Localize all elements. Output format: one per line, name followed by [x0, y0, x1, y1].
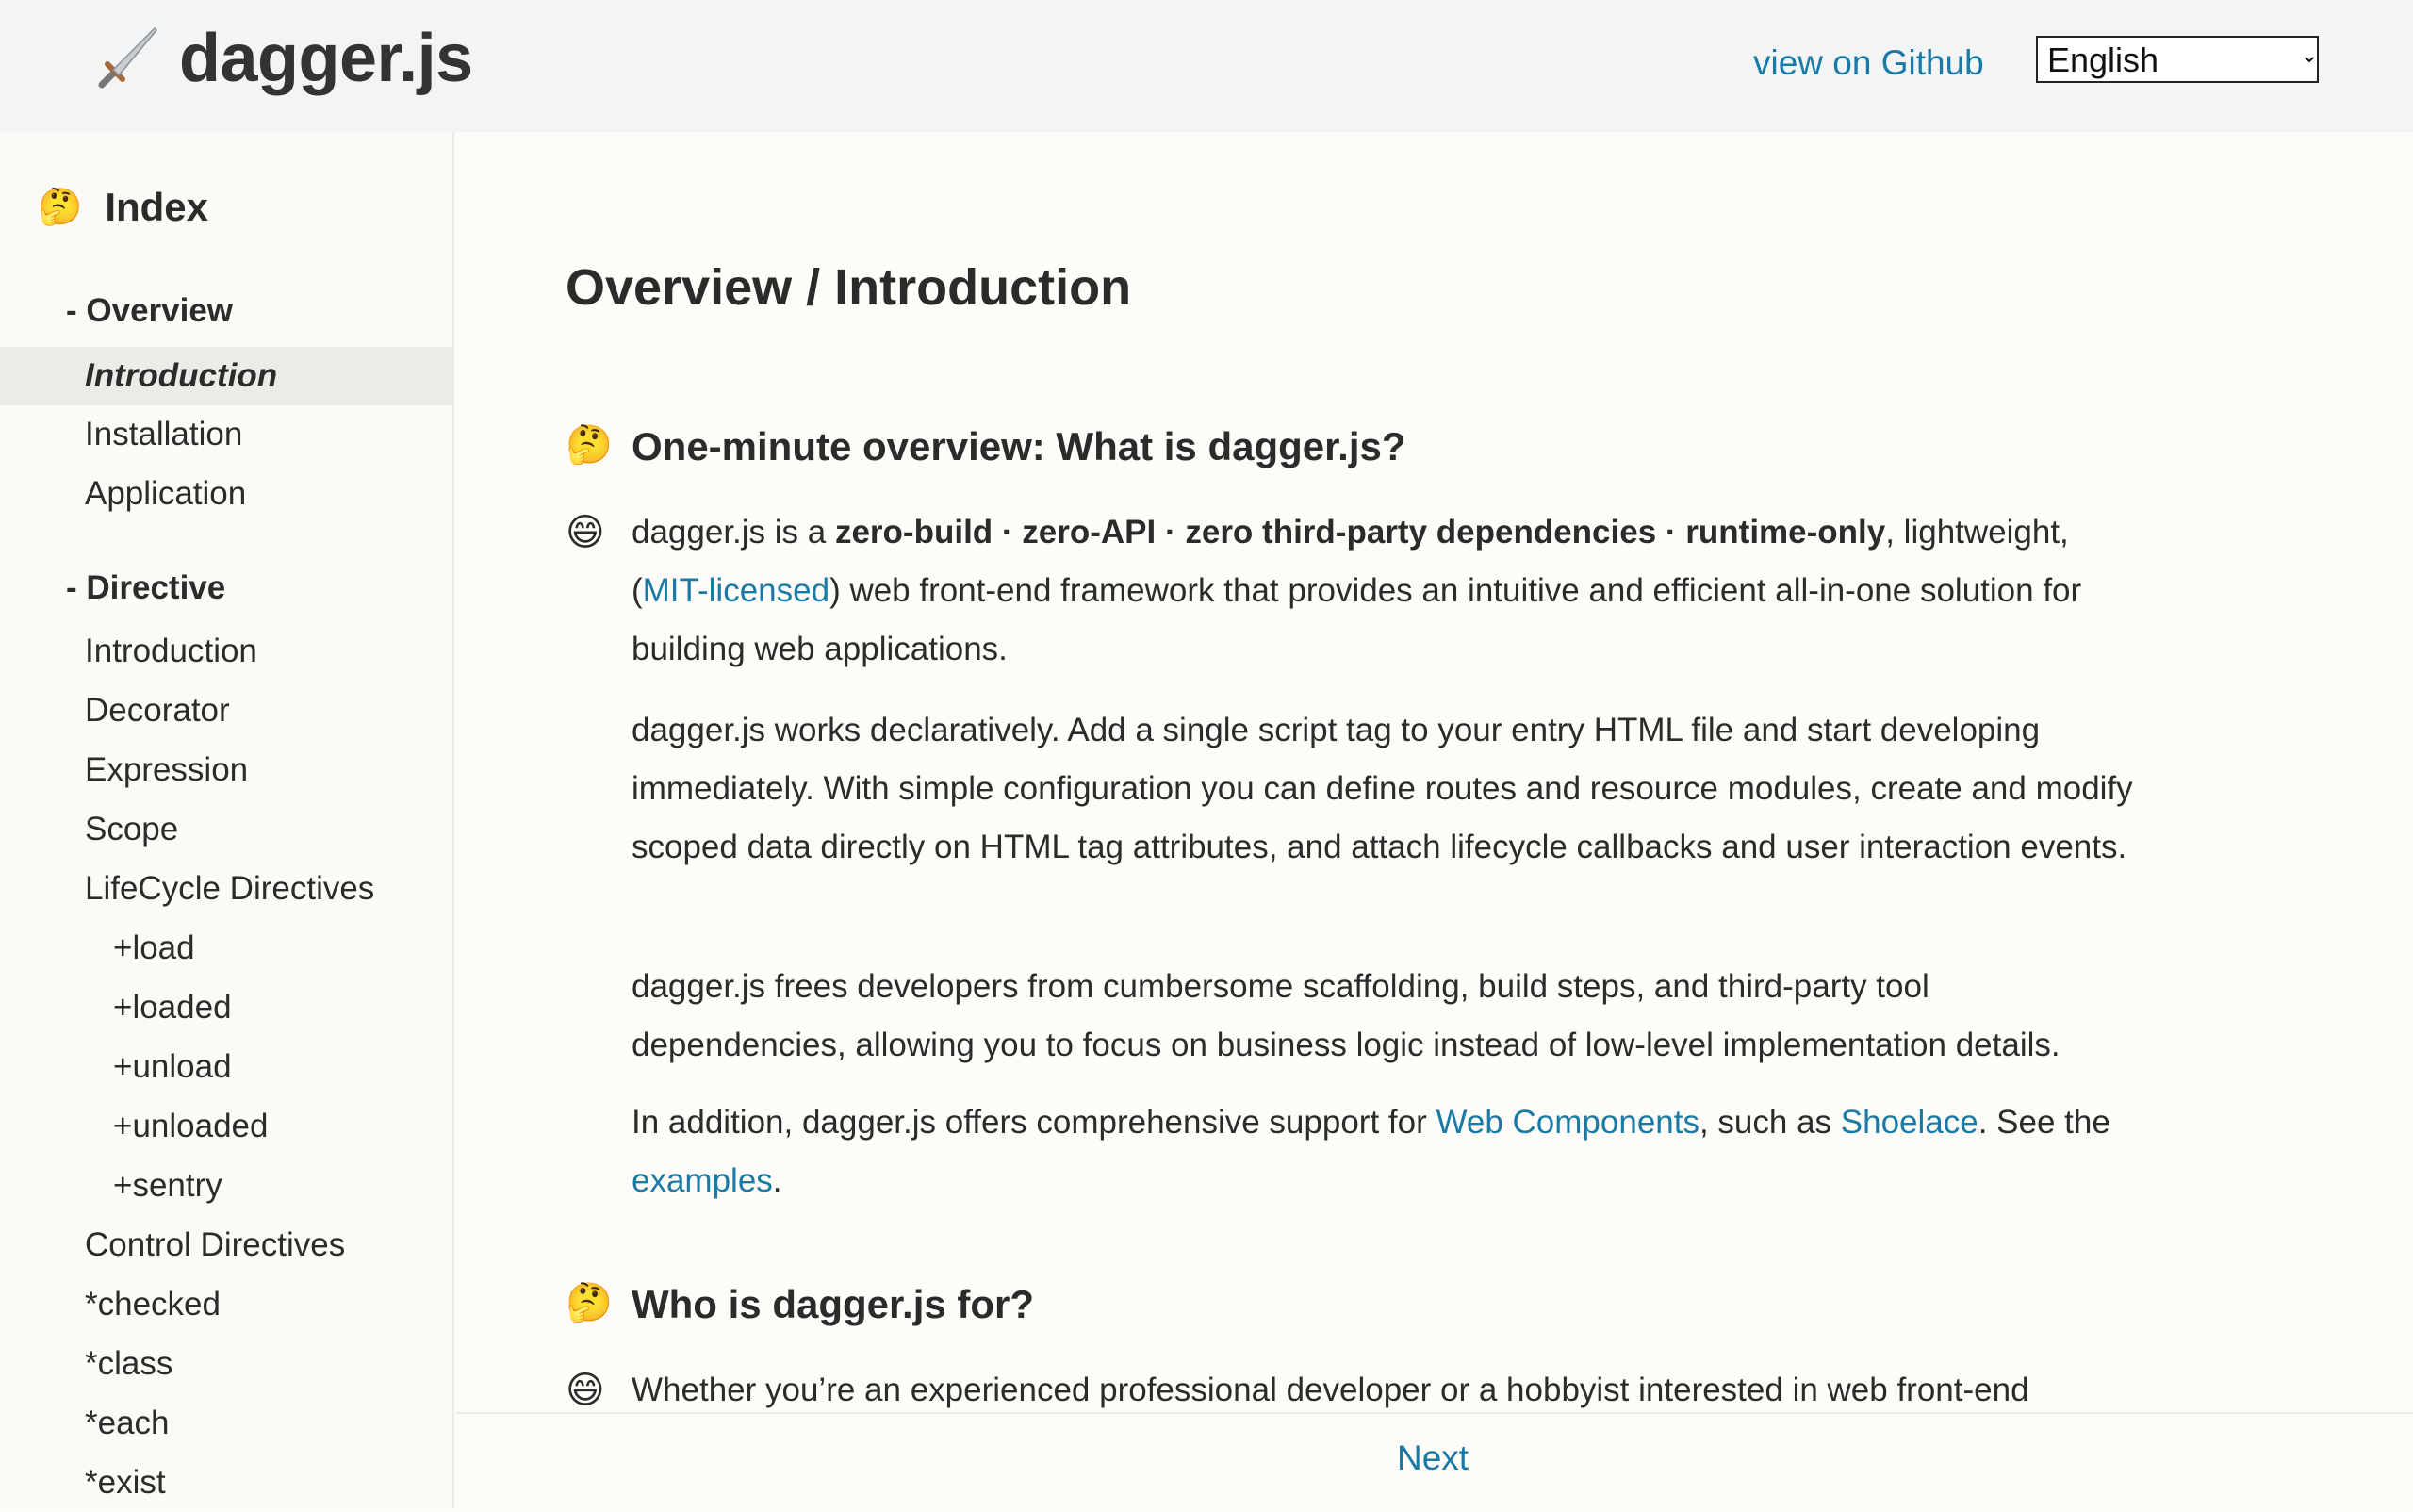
sidebar-item-checked[interactable]: *checked	[85, 1286, 221, 1323]
thinking-face-icon: 🤔	[566, 1282, 613, 1323]
sidebar-item-load[interactable]: +load	[113, 929, 195, 966]
text: , such as	[1699, 1104, 1841, 1141]
sidebar-group-overview[interactable]: - Overview	[66, 292, 234, 329]
sidebar-item-unloaded[interactable]: +unloaded	[113, 1108, 269, 1144]
github-link[interactable]: view on Github	[1753, 43, 1984, 82]
language-select[interactable]	[2036, 36, 2319, 83]
section-title-overview: One-minute overview: What is dagger.js?	[632, 424, 1406, 468]
text: , lightweight, (	[632, 514, 2069, 609]
web-components-link[interactable]: Web Components	[1436, 1104, 1699, 1141]
paragraph-declarative: dagger.js works declaratively. Add a single script tag to your entry HTML file and start developing immediately. With simple configuration you can define routes and resource modules, create and modify scoped data directly on HTML tag attributes, and attach lifecycle callbacks and user interaction events.	[632, 712, 2133, 865]
logo-text: dagger.js	[179, 21, 473, 96]
paragraph-frees: dagger.js frees developers from cumbersome scaffolding, build steps, and third-party tool dependencies, allowing you to focus on business logic instead of low-level implementation details.	[632, 968, 2060, 1063]
footer-bar	[456, 1412, 2413, 1508]
index-title: Index	[105, 185, 209, 229]
grinning-face-icon: 😄	[566, 512, 605, 553]
page-title: Overview / Introduction	[566, 259, 1132, 316]
sidebar-item-loaded[interactable]: +loaded	[113, 989, 232, 1026]
sidebar-item-class[interactable]: *class	[85, 1345, 173, 1382]
sidebar-item-exist[interactable]: *exist	[85, 1464, 166, 1501]
logo[interactable]	[92, 21, 473, 96]
text: In addition, dagger.js offers comprehensive support for	[632, 1104, 1436, 1141]
sidebar-item-expression[interactable]: Expression	[85, 751, 249, 788]
sidebar-item-application[interactable]: Application	[85, 475, 247, 512]
thinking-face-icon: 🤔	[566, 424, 613, 466]
sidebar-item-introduction[interactable]: Introduction	[0, 347, 452, 405]
sidebar-item-directive-introduction[interactable]: Introduction	[85, 633, 257, 669]
sidebar-item-sentry[interactable]: +sentry	[113, 1167, 222, 1204]
sidebar	[0, 132, 454, 1508]
mit-license-link[interactable]: MIT-licensed	[642, 572, 830, 609]
index-heading	[38, 185, 208, 230]
top-header	[0, 0, 2413, 132]
next-link[interactable]: Next	[1397, 1438, 1469, 1477]
paragraph-who: Whether you’re an experienced professional developer or a hobbyist interested in web front-end	[632, 1372, 2029, 1408]
thinking-face-icon: 🤔	[38, 188, 83, 227]
sidebar-item-scope[interactable]: Scope	[85, 811, 179, 847]
sidebar-item-unload[interactable]: +unload	[113, 1048, 232, 1085]
dagger-icon	[92, 25, 160, 92]
sidebar-item-decorator[interactable]: Decorator	[85, 692, 230, 729]
section-title-who: Who is dagger.js for?	[632, 1282, 1035, 1326]
examples-link[interactable]: examples	[632, 1162, 773, 1199]
shoelace-link[interactable]: Shoelace	[1840, 1104, 1978, 1141]
sidebar-item-installation[interactable]: Installation	[85, 416, 243, 452]
text: ) web front-end framework that provides an intuitive and efficient all-in-one solution for building web applications.	[632, 572, 2082, 667]
grinning-face-icon: 😄	[566, 1370, 605, 1411]
text: dagger.js is a	[632, 514, 835, 551]
paragraph-web-components	[632, 1093, 2140, 1210]
text: .	[772, 1162, 782, 1199]
text: . See the	[1978, 1104, 2110, 1141]
paragraph-intro	[632, 503, 2140, 679]
sidebar-item-control-directives[interactable]: Control Directives	[85, 1226, 346, 1263]
main-content	[456, 132, 2413, 1508]
sidebar-group-directive[interactable]: - Directive	[66, 569, 226, 606]
sidebar-item-lifecycle-directives[interactable]: LifeCycle Directives	[85, 870, 375, 907]
bold-text: zero-build · zero-API · zero third-party dependencies · runtime-only	[834, 514, 1886, 551]
sidebar-item-each[interactable]: *each	[85, 1405, 170, 1441]
